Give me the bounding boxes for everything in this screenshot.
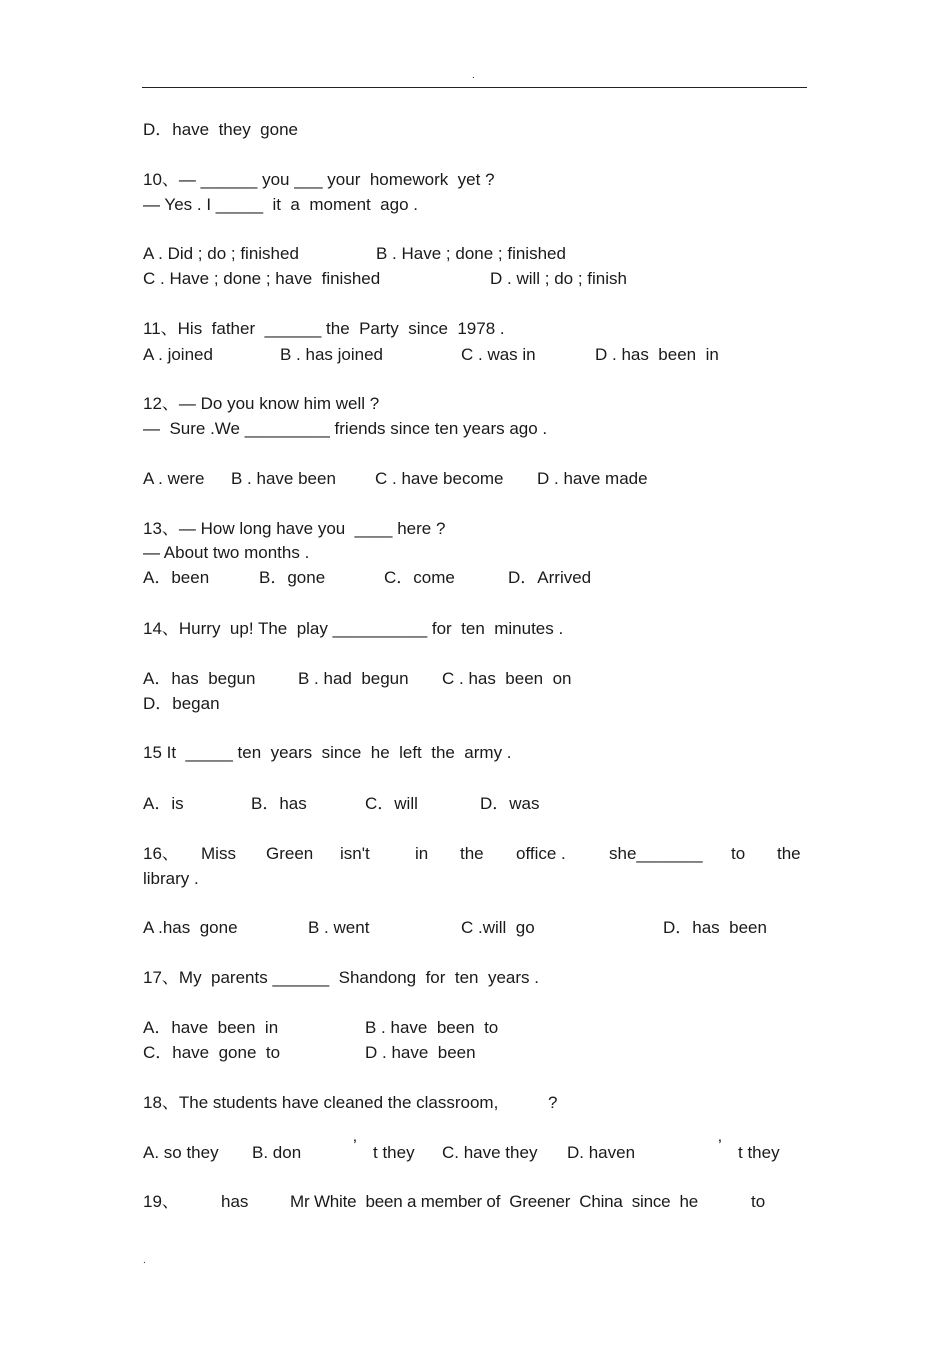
q19-number: 19、 xyxy=(143,1192,179,1211)
q12-question-line2: — Sure .We _________ friends since ten years ago . xyxy=(143,419,548,438)
q14-option-a: A．has begun xyxy=(143,669,256,688)
q15-option-c: C．will xyxy=(365,794,418,813)
q17-option-b: B . have been to xyxy=(365,1018,499,1037)
q12-option-c: C . have become xyxy=(375,469,504,488)
q19-word: to xyxy=(751,1192,766,1211)
q13-question: 13、— How long have you ____ here ? xyxy=(143,519,446,538)
q11-option-c: C . was in xyxy=(461,345,536,364)
q16-word: the xyxy=(460,844,484,863)
q16-number: 16、 xyxy=(143,844,179,863)
q14-option-c: C . has been on xyxy=(442,669,572,688)
q10-option-b: B . Have ; done ; finished xyxy=(376,244,566,263)
q10-question-line2: — Yes . I _____ it a moment ago . xyxy=(143,195,418,214)
q15-option-d: D．was xyxy=(480,794,540,813)
q17-option-d: D . have been xyxy=(365,1043,476,1062)
q18-option-b-apostrophe: ’ xyxy=(353,1136,357,1155)
header-rule xyxy=(142,87,807,88)
q16-question-line2: library . xyxy=(143,869,199,888)
q15-option-b: B．has xyxy=(251,794,307,813)
q16-word: the xyxy=(777,844,801,863)
q11-option-b: B . has joined xyxy=(280,345,384,364)
q10-question: 10、— ______ you ___ your homework yet ? xyxy=(143,170,495,189)
q16-word: in xyxy=(415,844,429,863)
q13-option-d: D．Arrived xyxy=(508,568,592,587)
q11-question: 11、His father ______ the Party since 1978 . xyxy=(143,319,505,338)
q16-word: office . xyxy=(516,844,566,863)
q15-option-a: A．is xyxy=(143,794,184,813)
q16-word: to xyxy=(731,844,746,863)
q9-option-d: D．have they gone xyxy=(143,120,298,139)
q13-option-a: A．been xyxy=(143,568,210,587)
q16-word: Miss xyxy=(201,844,236,863)
q17-option-c: C．have gone to xyxy=(143,1043,281,1062)
q10-option-d: D . will ; do ; finish xyxy=(490,269,627,288)
q16-option-c: C .will go xyxy=(461,918,535,937)
q13-option-c: C．come xyxy=(384,568,455,587)
q16-word: she_______ xyxy=(609,844,703,863)
q18-option-d-rest: t they xyxy=(738,1143,780,1162)
q12-question: 12、— Do you know him well ? xyxy=(143,394,380,413)
q17-option-a: A．have been in xyxy=(143,1018,279,1037)
q12-option-d: D . have made xyxy=(537,469,648,488)
q16-option-b: B . went xyxy=(308,918,370,937)
q10-option-c: C . Have ; done ; have finished xyxy=(143,269,381,288)
q10-option-a: A . Did ; do ; finished xyxy=(143,244,299,263)
q16-option-a: A .has gone xyxy=(143,918,238,937)
q15-question: 15 It _____ ten years since he left the army . xyxy=(143,743,512,762)
q18-option-d: D. haven xyxy=(567,1143,636,1162)
q18-option-a: A. so they xyxy=(143,1143,219,1162)
q19-question: Mr White been a member of Greener China since he xyxy=(290,1192,698,1211)
q16-option-d: D．has been xyxy=(663,918,767,937)
q18-question-mark: ? xyxy=(548,1093,558,1112)
q16-word: Green xyxy=(266,844,314,863)
q12-option-b: B . have been xyxy=(231,469,336,488)
q19-word: has xyxy=(221,1192,249,1211)
q13-question-line2: — About two months . xyxy=(143,543,310,562)
q11-option-a: A . joined xyxy=(143,345,213,364)
q16-word: isn't xyxy=(340,844,370,863)
footer-dot: . xyxy=(143,1255,146,1266)
q12-option-a: A . were xyxy=(143,469,205,488)
q13-option-b: B．gone xyxy=(259,568,326,587)
q18-question: 18、The students have cleaned the classroom, xyxy=(143,1093,499,1112)
q18-option-b: B. don xyxy=(252,1143,302,1162)
q18-option-b-rest: t they xyxy=(373,1143,415,1162)
q14-question: 14、Hurry up! The play __________ for ten minutes . xyxy=(143,619,564,638)
q14-option-d: D．began xyxy=(143,694,220,713)
q14-option-b: B . had begun xyxy=(298,669,409,688)
q18-option-d-apostrophe: ’ xyxy=(718,1136,722,1155)
header-dot: . xyxy=(472,70,475,81)
q11-option-d: D . has been in xyxy=(595,345,719,364)
q18-option-c: C. have they xyxy=(442,1143,538,1162)
q17-question: 17、My parents ______ Shandong for ten years . xyxy=(143,968,539,987)
